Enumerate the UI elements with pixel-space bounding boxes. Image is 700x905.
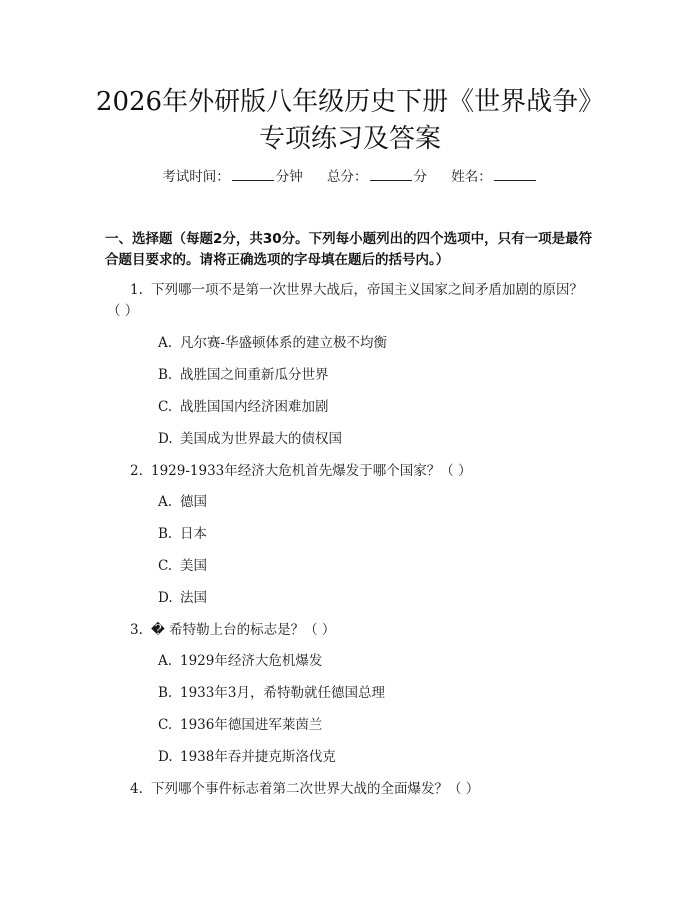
question-3-option-c[interactable] (158, 714, 322, 736)
option-text: 1936年德国进军莱茵兰 (180, 717, 323, 733)
question-2-option-c[interactable] (158, 555, 207, 577)
option-letter: D. (158, 749, 173, 765)
option-letter: C. (158, 399, 173, 415)
question-text: 下列哪一项不是第一次世界大战后，帝国主义国家之间矛盾加剧的原因？ (151, 282, 583, 298)
question-1-option-a[interactable] (158, 332, 387, 354)
exam-time-label: 考试时间： (162, 169, 230, 185)
question-number: 2. (130, 463, 143, 479)
option-letter: C. (158, 558, 173, 574)
option-text: 日本 (180, 526, 207, 542)
exam-time-field (162, 166, 303, 188)
question-number: 4. (130, 781, 143, 797)
question-3-option-a[interactable] (158, 650, 322, 672)
question-number: 3. (130, 622, 143, 638)
question-1-option-c[interactable] (158, 396, 329, 418)
exam-time-unit: 分钟 (275, 169, 303, 185)
option-text: 战胜国之间重新瓜分世界 (180, 367, 329, 383)
option-letter: B. (158, 526, 173, 542)
question-number: 1. (130, 282, 143, 298)
question-1-option-d[interactable] (158, 428, 342, 450)
option-text: 法国 (180, 590, 207, 606)
document-title-line-2: 专项练习及答案 (258, 124, 441, 154)
option-letter: B. (158, 367, 173, 383)
question-1-answer-bracket: （ ） (107, 303, 139, 319)
exam-info-line (0, 166, 700, 188)
option-text: 1938年吞并捷克斯洛伐克 (180, 749, 336, 765)
question-2-option-b[interactable] (158, 523, 207, 545)
question-3-option-d[interactable] (158, 746, 336, 768)
document-title-line-1: 2026年外研版八年级历史下册《世界战争》 (95, 87, 605, 117)
section-heading-multiple-choice: 一、选择题（每题2分，共30分。下列每小题列出的四个选项中，只有一项是最符合题目要求的。请将正确选项的字母填在题后的括号内。） (105, 231, 593, 268)
option-text: 美国成为世界最大的债权国 (180, 431, 342, 447)
option-text: 战胜国国内经济困难加剧 (180, 399, 329, 415)
option-text: 凡尔赛-华盛顿体系的建立极不均衡 (180, 335, 388, 351)
question-2-option-a[interactable] (158, 491, 207, 513)
total-score-blank[interactable] (370, 166, 412, 181)
option-letter: A. (158, 335, 173, 351)
total-score-unit: 分 (413, 169, 427, 185)
option-letter: D. (158, 431, 173, 447)
exam-time-blank[interactable] (232, 166, 274, 181)
question-text: 1929-1933年经济大危机首先爆发于哪个国家？（ ） (151, 463, 472, 479)
option-text: 德国 (180, 494, 207, 510)
student-name-blank[interactable] (494, 166, 536, 181)
question-text: 下列哪个事件标志着第二次世界大战的全面爆发？（ ） (151, 781, 480, 797)
student-name-label: 姓名： (451, 169, 492, 185)
question-3-option-b[interactable] (158, 682, 385, 704)
option-text: 1933年3月，希特勒就任德国总理 (180, 685, 385, 701)
option-letter: A. (158, 494, 173, 510)
total-score-field (327, 166, 427, 188)
student-name-field (451, 166, 538, 188)
option-letter: C. (158, 717, 173, 733)
option-letter: B. (158, 685, 173, 701)
question-text: � 希特勒上台的标志是？（ ） (151, 622, 336, 638)
option-text: 美国 (180, 558, 207, 574)
total-score-label: 总分： (327, 169, 368, 185)
question-2-option-d[interactable] (158, 587, 207, 609)
question-1-option-b[interactable] (158, 364, 329, 386)
option-letter: A. (158, 653, 173, 669)
option-text: 1929年经济大危机爆发 (180, 653, 323, 669)
option-letter: D. (158, 590, 173, 606)
